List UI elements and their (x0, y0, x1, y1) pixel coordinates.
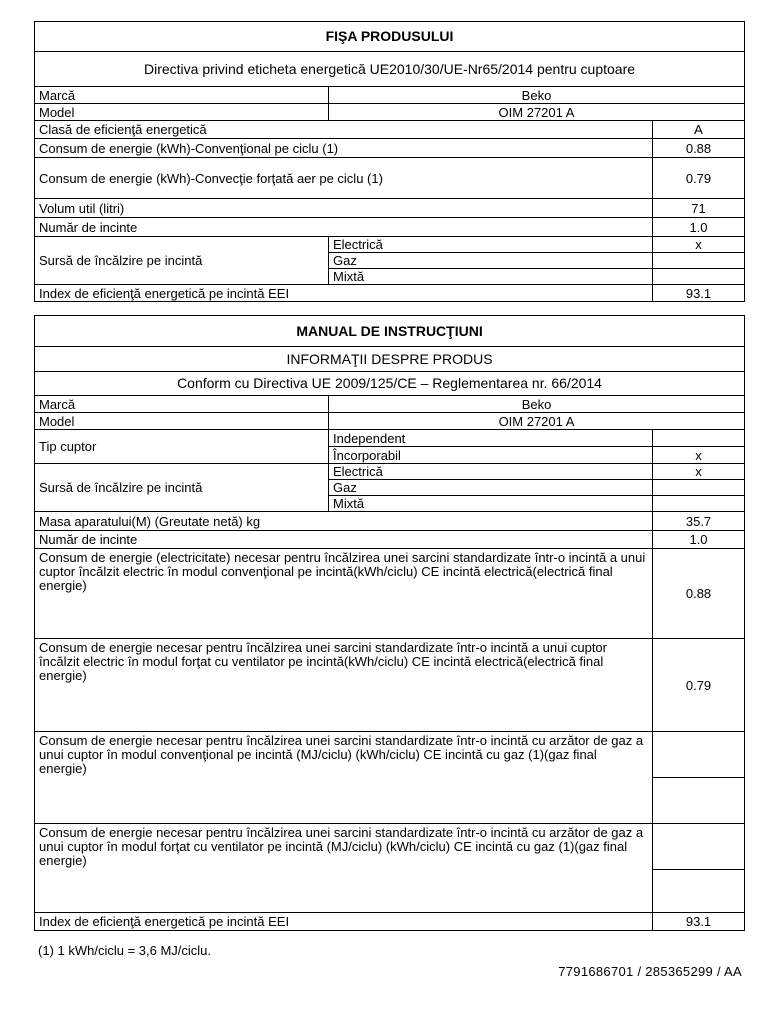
manual-heat-mixed-label: Mixtă (329, 496, 653, 512)
footnote: (1) 1 kWh/ciclu = 3,6 MJ/ciclu. (38, 943, 212, 958)
model-value: OIM 27201 A (329, 104, 745, 121)
manual-heat-electric-mark: x (653, 464, 745, 480)
manual-eei-label: Index de eficienţă energetică pe incintă EEI (35, 913, 653, 931)
type-builtin-mark: x (653, 447, 745, 464)
manual-directive: Conform cu Directiva UE 2009/125/CE – Reglementarea nr. 66/2014 (35, 372, 745, 396)
heat-mixed-label: Mixtă (329, 269, 653, 285)
eei-label: Index de eficienţă energetică pe incintă EEI (35, 285, 653, 302)
heat-electric-label: Electrică (329, 237, 653, 253)
manual-brand-value: Beko (329, 396, 745, 413)
type-independent-mark (653, 430, 745, 447)
manual-cavities-value: 1.0 (653, 531, 745, 549)
eei-value: 93.1 (653, 285, 745, 302)
ec-conventional-value: 0.88 (653, 549, 745, 639)
product-sheet-table (34, 21, 745, 302)
brand-value: Beko (329, 87, 745, 104)
document-code: 7791686701 / 285365299 / AA (558, 964, 742, 979)
gas-fan-label: Consum de energie necesar pentru încălzirea unei sarcini standardizate într-o incintă cu arzător de gaz a unui cuptor în modul forţat cu ventilator pe incintă (MJ/ciclu) (kWh/ciclu) CE incintă cu gaz (1)(gaz final energie) (35, 824, 653, 913)
product-sheet-title: FIŞA PRODUSULUI (35, 22, 745, 52)
mass-label: Masa aparatului(M) (Greutate netă) kg (35, 512, 653, 531)
heat-mixed-mark (653, 269, 745, 285)
efficiency-class-value: A (653, 121, 745, 139)
manual-heat-electric-label: Electrică (329, 464, 653, 480)
cavities-value: 1.0 (653, 218, 745, 237)
volume-value: 71 (653, 199, 745, 218)
energy-conventional-value: 0.88 (653, 139, 745, 158)
gas-conventional-value-1 (653, 732, 745, 778)
heat-gas-label: Gaz (329, 253, 653, 269)
brand-label: Marcă (35, 87, 329, 104)
manual-subtitle: INFORMAŢII DESPRE PRODUS (35, 347, 745, 372)
manual-cavities-label: Număr de incinte (35, 531, 653, 549)
energy-conventional-label: Consum de energie (kWh)-Convenţional pe ciclu (1) (35, 139, 653, 158)
oven-type-label: Tip cuptor (35, 430, 329, 464)
gas-conventional-value-2 (653, 778, 745, 824)
manual-model-label: Model (35, 413, 329, 430)
mass-value: 35.7 (653, 512, 745, 531)
manual-eei-value: 93.1 (653, 913, 745, 931)
cavities-label: Număr de incinte (35, 218, 653, 237)
energy-forced-label: Consum de energie (kWh)-Convecţie forţată aer pe ciclu (1) (35, 158, 653, 199)
model-label: Model (35, 104, 329, 121)
efficiency-class-label: Clasă de eficienţă energetică (35, 121, 653, 139)
heat-source-label: Sursă de încălzire pe incintă (35, 237, 329, 285)
manual-heat-source-label: Sursă de încălzire pe incintă (35, 464, 329, 512)
product-sheet-subtitle: Directiva privind eticheta energetică UE2010/30/UE-Nr65/2014 pentru cuptoare (35, 52, 745, 87)
energy-forced-value: 0.79 (653, 158, 745, 199)
ec-conventional-label: Consum de energie (electricitate) necesar pentru încălzirea unei sarcini standardizate într-o incintă a unui cuptor încălzit electric în modul convenţional pe incintă(kWh/ciclu) CE incintă electrică(electrică final energie) (35, 549, 653, 639)
manual-table (34, 315, 745, 931)
manual-heat-gas-mark (653, 480, 745, 496)
gas-fan-value-1 (653, 824, 745, 870)
heat-gas-mark (653, 253, 745, 269)
manual-brand-label: Marcă (35, 396, 329, 413)
type-independent-label: Independent (329, 430, 653, 447)
type-builtin-label: Încorporabil (329, 447, 653, 464)
gas-conventional-label: Consum de energie necesar pentru încălzirea unei sarcini standardizate într-o incintă cu arzător de gaz a unui cuptor în modul convenţional pe incintă (MJ/ciclu) (kWh/ciclu) CE incintă cu gaz (1)(gaz final energie) (35, 732, 653, 824)
ec-fan-label: Consum de energie necesar pentru încălzirea unei sarcini standardizate într-o incintă a unui cuptor încălzit electric în modul forţat cu ventilator pe incintă(kWh/ciclu) CE incintă electrică(electrică final energie) (35, 639, 653, 732)
heat-electric-mark: x (653, 237, 745, 253)
manual-model-value: OIM 27201 A (329, 413, 745, 430)
gas-fan-value-2 (653, 870, 745, 913)
manual-title: MANUAL DE INSTRUCŢIUNI (35, 316, 745, 347)
manual-heat-gas-label: Gaz (329, 480, 653, 496)
volume-label: Volum util (litri) (35, 199, 653, 218)
ec-fan-value: 0.79 (653, 639, 745, 732)
manual-heat-mixed-mark (653, 496, 745, 512)
